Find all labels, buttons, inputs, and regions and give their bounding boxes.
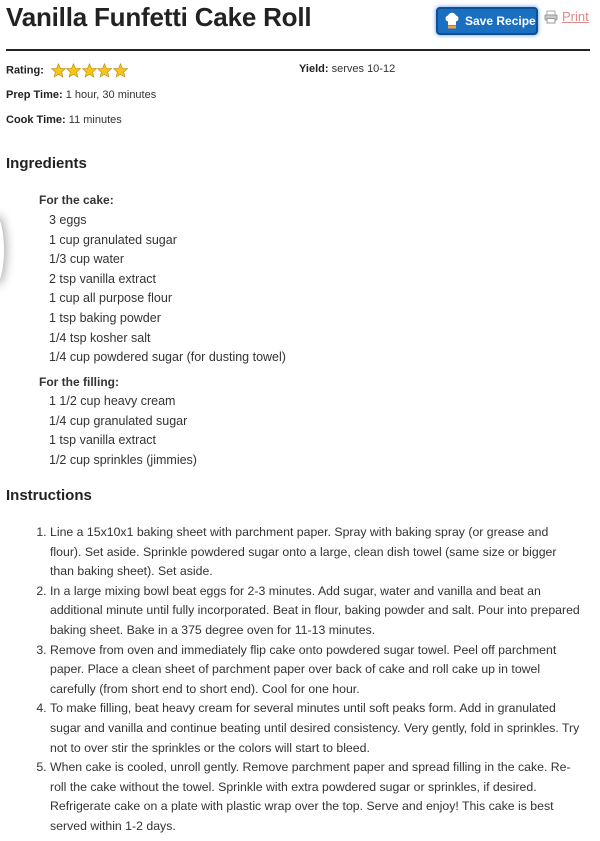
instructions-list bbox=[20, 523, 580, 837]
yield-label: Yield: bbox=[299, 63, 329, 75]
instruction-step: 3. Remove from oven and immediately flip cake onto powdered sugar towel. Peel off parchment paper. Place a clean sheet of parchment paper over back of cake and roll cake up in towel carefully (from short end to short end). Cool for one hour. bbox=[50, 641, 580, 700]
printer-icon bbox=[544, 10, 558, 24]
chef-hat-icon bbox=[444, 12, 460, 30]
ingredient-item: 1 cup all purpose flour bbox=[49, 291, 172, 306]
recipe-title: Vanilla Funfetti Cake Roll bbox=[6, 2, 312, 32]
print-label: Print bbox=[562, 9, 589, 24]
ingredients-heading: Ingredients bbox=[6, 155, 87, 172]
ingredient-item: 3 eggs bbox=[49, 213, 87, 227]
ingredient-item: 2 tsp vanilla extract bbox=[49, 271, 156, 286]
ingredient-item: 1 cup granulated sugar bbox=[49, 232, 177, 247]
title-divider bbox=[6, 49, 590, 51]
yield-value: serves 10-12 bbox=[331, 63, 396, 75]
ingredient-item: 1/4 cup granulated sugar bbox=[49, 413, 188, 428]
ingredient-item: 1 tsp baking powder bbox=[49, 310, 161, 325]
star-icon bbox=[97, 63, 112, 78]
save-recipe-label: Save Recipe bbox=[465, 14, 536, 28]
ingredient-item: 1 1/2 cup heavy cream bbox=[49, 394, 176, 408]
prep-time-row bbox=[6, 89, 156, 101]
instruction-step: 1. Line a 15x10x1 baking sheet with parchment paper. Spray with baking spray (or grease and flour). Set aside. Sprinkle powdered sugar onto a large, clean dish towel (same size or bigger than baking sheet). Set aside. bbox=[50, 523, 580, 582]
ingredient-item: 1/4 cup powdered sugar (for dusting towel) bbox=[49, 350, 286, 365]
save-recipe-button[interactable] bbox=[436, 7, 538, 35]
cake-group-label: For the cake: bbox=[39, 193, 114, 207]
cook-time-value: 11 minutes bbox=[68, 114, 122, 126]
instruction-step: 4. To make filling, beat heavy cream for several minutes until soft peaks form. Add in granulated sugar and vanilla and continue beating until desired consistency. Very gently, fold in sprinkles. Try not to over stir the sprinkles or the colors will start to bleed. bbox=[50, 699, 580, 758]
rating-label: Rating: bbox=[6, 64, 44, 77]
star-icon bbox=[82, 63, 97, 78]
ingredient-item: 1 tsp vanilla extract bbox=[49, 433, 156, 448]
cook-time-row bbox=[6, 114, 122, 126]
star-icon bbox=[51, 63, 66, 78]
rating-row bbox=[6, 63, 128, 78]
instruction-step: 5. When cake is cooled, unroll gently. Remove parchment paper and spread filling in the cake. Re-roll the cake without the towel. Sprinkle with extra powdered sugar or sprinkles, if desired. Refrigerate cake on a plate with plastic wrap over the top. Serve and enjoy! This cake is best served within 1-2 days. bbox=[50, 758, 580, 836]
print-link[interactable] bbox=[544, 9, 589, 24]
rating-stars bbox=[51, 63, 129, 78]
cake-ingredient-list bbox=[49, 211, 286, 368]
instruction-step: 2. In a large mixing bowl beat eggs for 2-3 minutes. Add sugar, water and vanilla and beat an additional minute until fully incorporated. Beat in flour, baking powder and salt. Pour into prepared baking sheet. Bake in a 375 degree oven for 11-13 minutes. bbox=[50, 582, 580, 641]
ingredient-item: 1/2 cup sprinkles (jimmies) bbox=[49, 452, 197, 467]
star-icon bbox=[113, 63, 128, 78]
prep-time-value: 1 hour, 30 minutes bbox=[65, 89, 157, 101]
prep-time-label: Prep Time: bbox=[6, 89, 63, 101]
edge-shadow bbox=[0, 215, 4, 285]
ingredient-item: 1/4 tsp kosher salt bbox=[49, 330, 151, 345]
instructions-heading: Instructions bbox=[6, 487, 92, 504]
filling-group-label: For the filling: bbox=[39, 375, 119, 389]
star-icon bbox=[66, 63, 81, 78]
filling-ingredient-list bbox=[49, 392, 197, 470]
ingredient-item: 1/3 cup water bbox=[49, 252, 125, 267]
yield-row bbox=[299, 63, 395, 75]
cook-time-label: Cook Time: bbox=[6, 114, 66, 126]
